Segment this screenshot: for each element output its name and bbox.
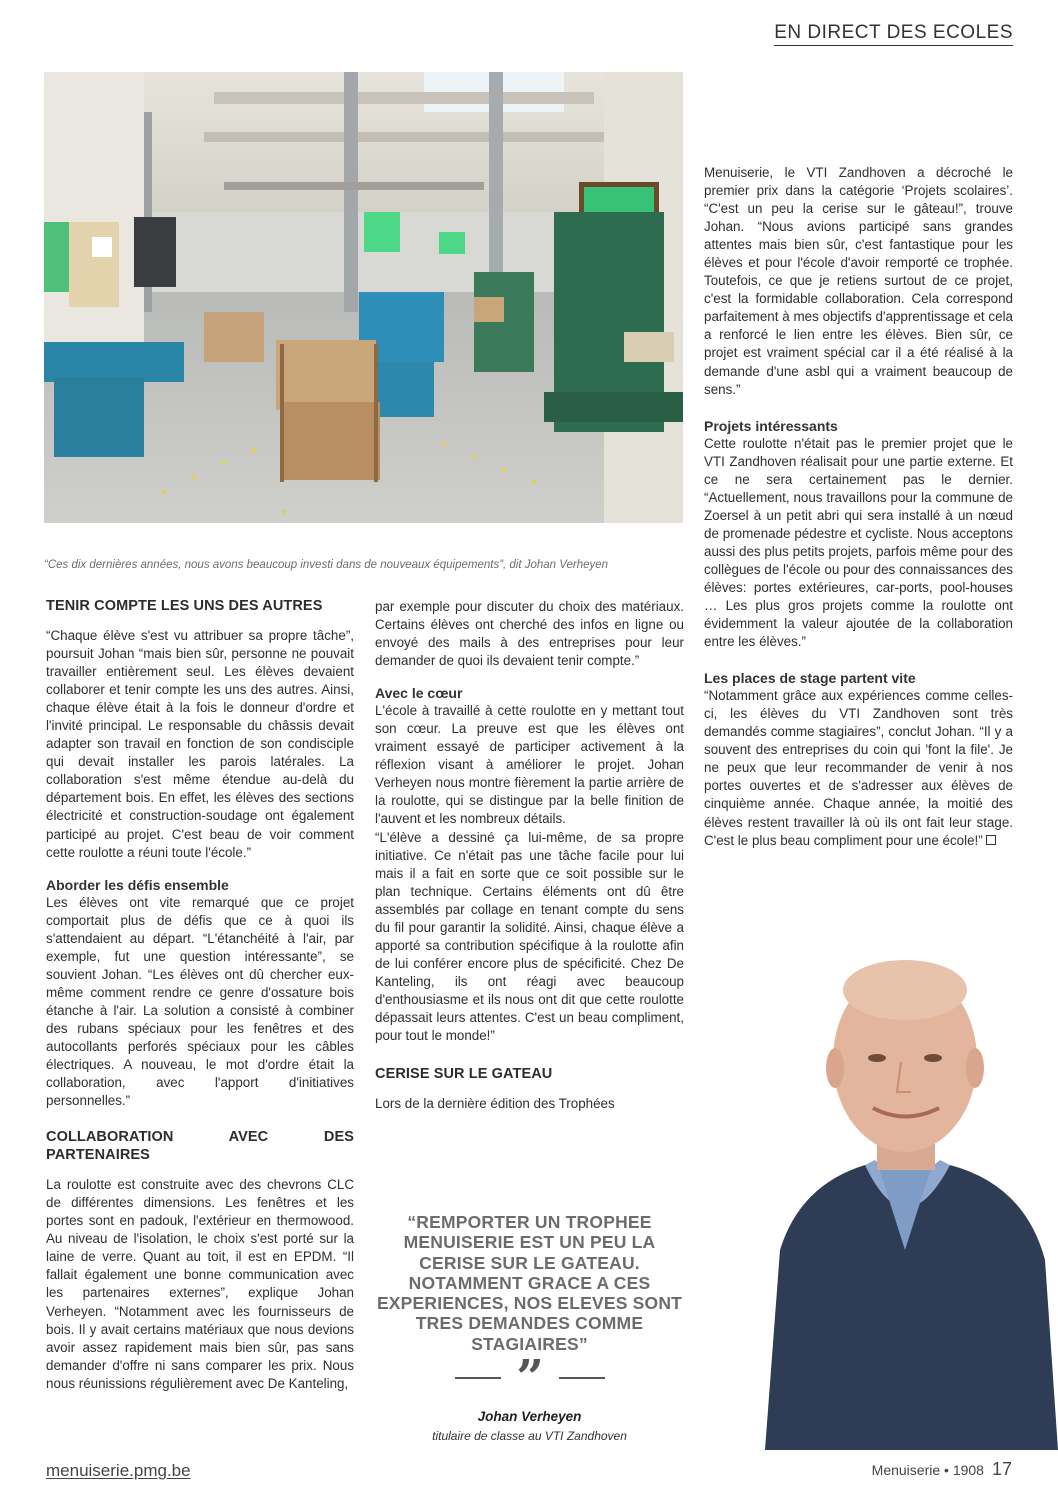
divider-line [559, 1377, 605, 1379]
page-number: 17 [991, 1459, 1012, 1479]
paragraph: La roulotte est construite avec des chevrons CLC de différentes dimensions. Les fenêtres et les portes sont en padouk, l'extérieur en thermowood. Au niveau de l'isolation, le choix s'est porté sur la laine de verre. Quant au toit, il est en EPDM. “Il fallait également une bonne communication avec les partenaires externes”, explique Johan Verheyen. “Notamment avec les fournisseurs de bois. Il y avait certains matériaux que nous devions avoir assez rapidement mais bien sûr, pas sans demander d'offre ni sans comparer les prix. Nous nous réunissions régulièrement avec De Kanteling, [46, 1177, 354, 1391]
heading-collaboration: COLLABORATION AVEC DES PARTENAIRES [46, 1129, 354, 1164]
quote-author-role: titulaire de classe au VTI Zandhoven [432, 1429, 627, 1443]
subheading-defis: Aborder les défis ensemble [46, 876, 229, 893]
paragraph: Les élèves ont vite remarqué que ce projet comportait plus de défis que ce à quoi ils s'attendaient au départ. “L'étanchéité à l'air, par exemple, fut une question intéressante”, se souvient Johan. “Les élèves ont dû chercher eux-même comment rendre ce genre d'ossature bois étanche à l'air. La solution a consisté à combiner des rubans spéciaux pour les fenêtres et des autocollants perforés spéciaux pour les câbles électriques. A nouveau, le mot d'ordre était la collaboration, avec l'apport d'initiatives personnelles.” [46, 894, 354, 1109]
paragraph: “L'élève a dessiné ça lui-même, de sa propre initiative. Ce n'était pas une tâche facile pour lui mais il a fait en sorte que ce soit possible sur le plan technique. Certains éléments ont dû être assemblés par collage en tenant compte du sens du fil pour garantir la solidité. Ainsi, chaque élève a apporté sa contribution spécifique à la roulotte afin de lui conférer encore plus de spécificité. Chez De Kanteling, ils ont réagi avec beaucoup d'enthousiasme et ils nous ont dit que cette roulotte dépassait leurs attentes. C'est un beau compliment, pour tout le monde!” [375, 829, 684, 1044]
quote-divider [455, 1350, 605, 1406]
paragraph: “Chaque élève s'est vu attribuer sa propre tâche”, poursuit Johan “mais bien sûr, personne ne pouvait travailler entièrement seul. Les élèves devaient collaborer et tenir compte les uns des autres. Ainsi, chaque élève était à la fois le donneur d'ordre et l'invité principal. Le responsable du châssis devait adapter son travail en fonction de son condisciple qui devait installer les parois latérales. La collaboration s'est même étendue au-delà du département bois. En effet, les élèves des sections électricité et construction-soudage ont également participé au projet. C'est beau de voir comment cette roulotte a réuni toute l'école.” [46, 628, 354, 860]
subheading-coeur: Avec le cœur [375, 685, 463, 702]
section-tag: EN DIRECT DES ECOLES [774, 22, 1013, 46]
end-mark-icon [986, 835, 996, 845]
paragraph: Cette roulotte n'était pas le premier projet que le VTI Zandhoven réalisait pour une partie externe. Et ce ne sera certainement pas le dernier. “Actuellement, nous travaillons pour la commune de Zoersel à un petit abri qui sera installé à un nœud de promenade pédestre et cycliste. Nous acceptons aussi des plus petits projets, parfois même pour des collègues de l'école ou pour des connaissances des élèves: portes extérieures, car-ports, pool-houses … Les plus gros projets comme la roulotte ont évidemment la valeur ajoutée de la collaboration entre les élèves.” [704, 435, 1013, 650]
paragraph: L'école à travaillé à cette roulotte en y mettant tout son cœur. La preuve est que les élèves ont vraiment essayé de participer activement à la réflexion visant à améliorer le projet. Johan Verheyen nous montre fièrement la partie arrière de la roulotte, qui se distingue par la belle finition de l'auvent et les nombreux détails. [375, 703, 684, 827]
quote-mark-icon: ” [516, 1350, 544, 1406]
subheading-projets: Projets intéressants [704, 417, 838, 434]
paragraph-text: “Notamment grâce aux expériences comme celles-ci, les élèves du VTI Zandhoven sont très demandés comme stagiaires”, conclut Johan. “Il y a souvent des entreprises du coin qui 'font la file'. Je ne peux que leur recommander de venir à nos portes ouvertes et de s'adresser aux élèves de cinquième année. Chaque année, la moitié des élèves restent travailler là où ils ont fait leur stage. C'est le plus beau compliment pour une école!” [704, 688, 1013, 848]
article-column-3 [704, 164, 1013, 850]
portrait-photo [755, 950, 1058, 1450]
page-footer [872, 1459, 1012, 1480]
quote-author: Johan Verheyen [477, 1409, 582, 1424]
divider-line [455, 1377, 501, 1379]
heading-tenir-compte: TENIR COMPTE LES UNS DES AUTRES [46, 598, 323, 614]
issue-label: Menuiserie • 1908 [871, 1462, 984, 1478]
paragraph [704, 687, 1013, 849]
heading-cerise: CERISE SUR LE GATEAU [375, 1066, 553, 1083]
article-column-2 [375, 598, 684, 1113]
workshop-photo [44, 72, 683, 523]
website-link[interactable]: menuiserie.pmg.be [46, 1461, 191, 1480]
pull-quote: “REMPORTER UN TROPHEE MENUISERIE EST UN PEU LA CERISE SUR LE GATEAU. NOTAMMENT GRACE A CES EXPERIENCES, NOS ELEVES SONT TRES DEMANDES COMME STAGIAIRES” [376, 1212, 683, 1354]
article-column-1 [46, 597, 354, 1393]
paragraph: par exemple pour discuter du choix des matériaux. Certains élèves ont cherché des infos en ligne ou envoyé des mails à des entreprises pour leur demander de quoi ils devaient tenir compte.” [375, 599, 684, 669]
paragraph: Lors de la dernière édition des Trophées [375, 1096, 615, 1112]
subheading-stage: Les places de stage partent vite [704, 670, 916, 687]
paragraph: Menuiserie, le VTI Zandhoven a décroché le premier prix dans la catégorie ‘Projets scolaires’. “C'est un peu la cerise sur le gâteau!”, trouve Johan. “Nous avions participé sans grandes attentes mais bien sûr, c'est fantastique pour les élèves et pour l'école d'avoir remporté ce trophée. Toutefois, ce que je retiens surtout de ce projet, c'est la formidable collaboration. Cela correspond parfaitement à mes objectifs d'apprentissage et cela a renforcé le lien entre les élèves. Bien sûr, ce projet est vraiment spécial car il a été réalisé à la demande d'une asbl qui a vraiment beaucoup de sens.” [704, 165, 1013, 397]
photo-caption: “Ces dix dernières années, nous avons beaucoup investi dans de nouveaux équipements”, dit Johan Verheyen [44, 559, 609, 571]
